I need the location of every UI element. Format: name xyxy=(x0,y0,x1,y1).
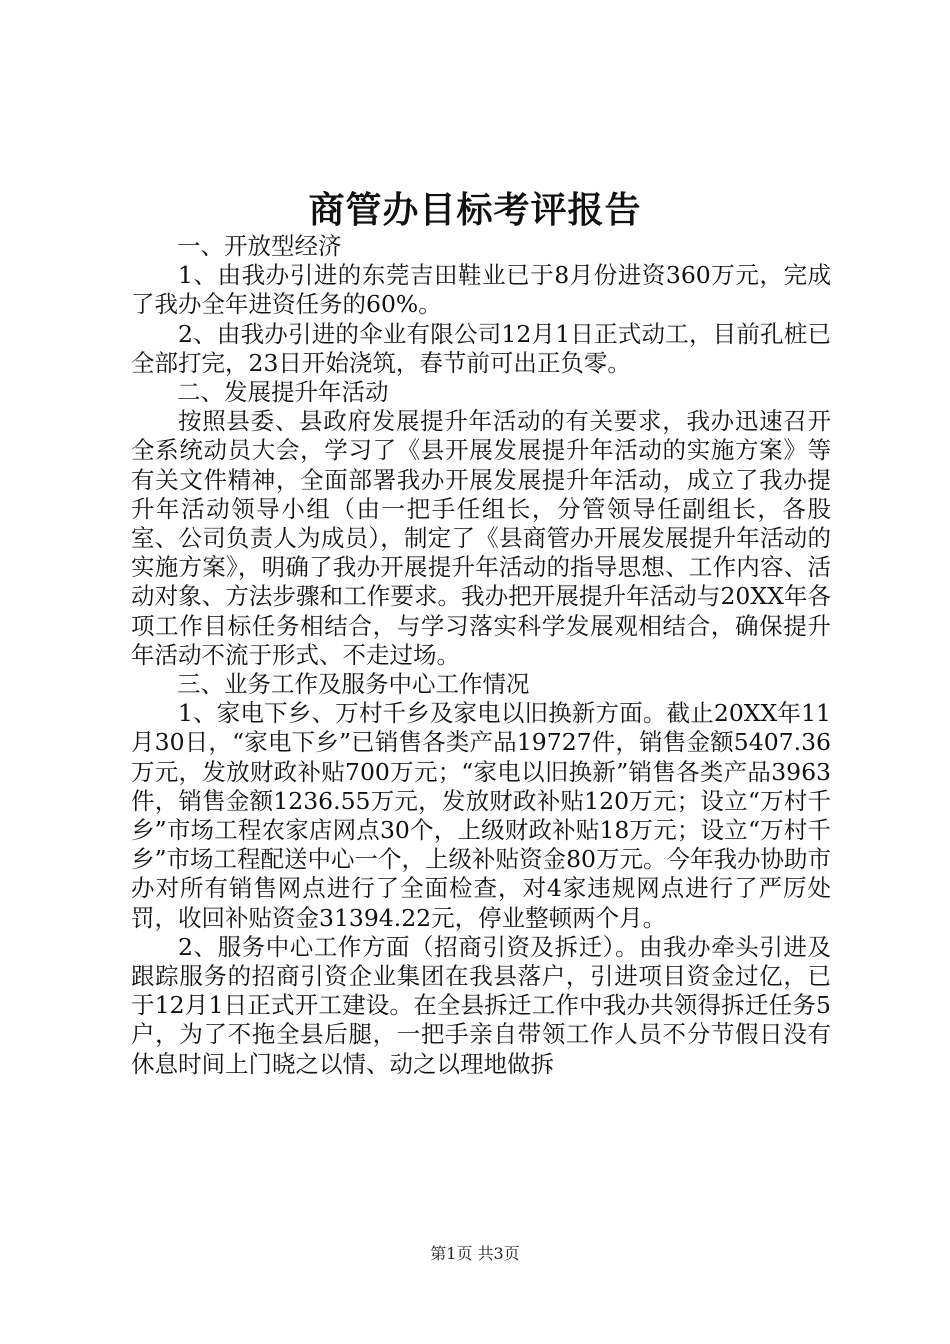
document-body xyxy=(131,232,831,1079)
paragraph-2: 2、由我办引进的伞业有限公司12月1日正式动工，目前孔桩已全部打完，23日开始浇筑，春节前可出正负零。 xyxy=(131,319,831,377)
page-footer: 第1页 共3页 xyxy=(430,1244,520,1263)
paragraph-1: 1、由我办引进的东莞吉田鞋业已于8月份进资360万元，完成了我办全年进资任务的60%。 xyxy=(131,261,831,319)
paragraph-3: 按照县委、县政府发展提升年活动的有关要求，我办迅速召开全系统动员大会，学习了《县开展发展提升年活动的实施方案》等有关文件精神，全面部署我办开展发展提升年活动，成立了我办提升年活动领导小组（由一把手任组长，分管领导任副组长，各股室、公司负责人为成员），制定了《县商管办开展发展提升年活动的实施方案》，明确了我办开展提升年活动的指导思想、工作内容、活动对象、方法步骤和工作要求。我办把开展提升年活动与20XX年各项工作目标任务相结合，与学习落实科学发展观相结合，确保提升年活动不流于形式、不走过场。 xyxy=(131,407,831,669)
document-title: 商管办目标考评报告 xyxy=(308,189,642,231)
paragraph-4: 1、家电下乡、万村千乡及家电以旧换新方面。截止20XX年11月30日，“家电下乡”已销售各类产品19727件，销售金额5407.36万元，发放财政补贴700万元；“家电以旧换新”销售各类产品3963件，销售金额1236.55万元，发放财政补贴120万元；设立“万村千乡”市场工程农家店网点30个，上级财政补贴18万元；设立“万村千乡”市场工程配送中心一个，上级补贴资金80万元。今年我办协助市办对所有销售网点进行了全面检查，对4家违规网点进行了严厉处罚，收回补贴资金31394.22元，停业整顿两个月。 xyxy=(131,699,831,932)
paragraph-5: 2、服务中心工作方面（招商引资及拆迁）。由我办牵头引进及跟踪服务的招商引资企业集团在我县落户，引进项目资金过亿，已于12月1日正式开工建设。在全县拆迁工作中我办共领得拆迁任务5户，为了不拖全县后腿，一把手亲自带领工作人员不分节假日没有休息时间上门晓之以情、动之以理地做拆 xyxy=(131,932,831,1078)
section-heading-2: 二、发展提升年活动 xyxy=(177,378,389,407)
section-heading-3: 三、业务工作及服务中心工作情况 xyxy=(177,670,530,699)
section-heading-1: 一、开放型经济 xyxy=(177,232,342,260)
